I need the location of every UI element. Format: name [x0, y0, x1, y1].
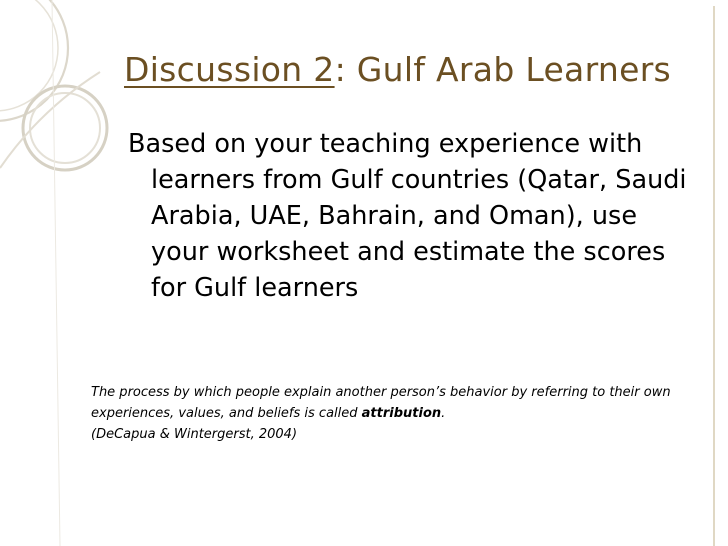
note-term-attribution: attribution	[361, 406, 442, 421]
note-line	[91, 403, 721, 424]
body-line: learners from Gulf countries (Qatar, Saudi	[151, 165, 687, 195]
body-line: Arabia, UAE, Bahrain, and Oman), use	[151, 201, 638, 231]
body-line: for Gulf learners	[151, 273, 359, 303]
title-topic: Gulf Arab Learners	[346, 50, 672, 89]
note-line: The process by which people explain another person’s behavior by referring to their own	[91, 385, 671, 400]
title-discussion-label: Discussion 2	[124, 50, 335, 89]
note-citation: (DeCapua & Wintergerst, 2004)	[91, 427, 298, 442]
body-line: Based on your teaching experience with	[128, 129, 643, 159]
body-paragraph	[128, 126, 688, 306]
ornament-arc	[0, 72, 100, 168]
title-colon: :	[334, 50, 346, 89]
note-text: experiences, values, and beliefs is called	[91, 406, 362, 421]
attribution-note	[91, 382, 721, 445]
slide-title	[124, 50, 671, 89]
note-period: .	[441, 406, 446, 421]
ornament-ring-lower	[23, 86, 107, 170]
body-line: your worksheet and estimate the scores	[151, 237, 666, 267]
